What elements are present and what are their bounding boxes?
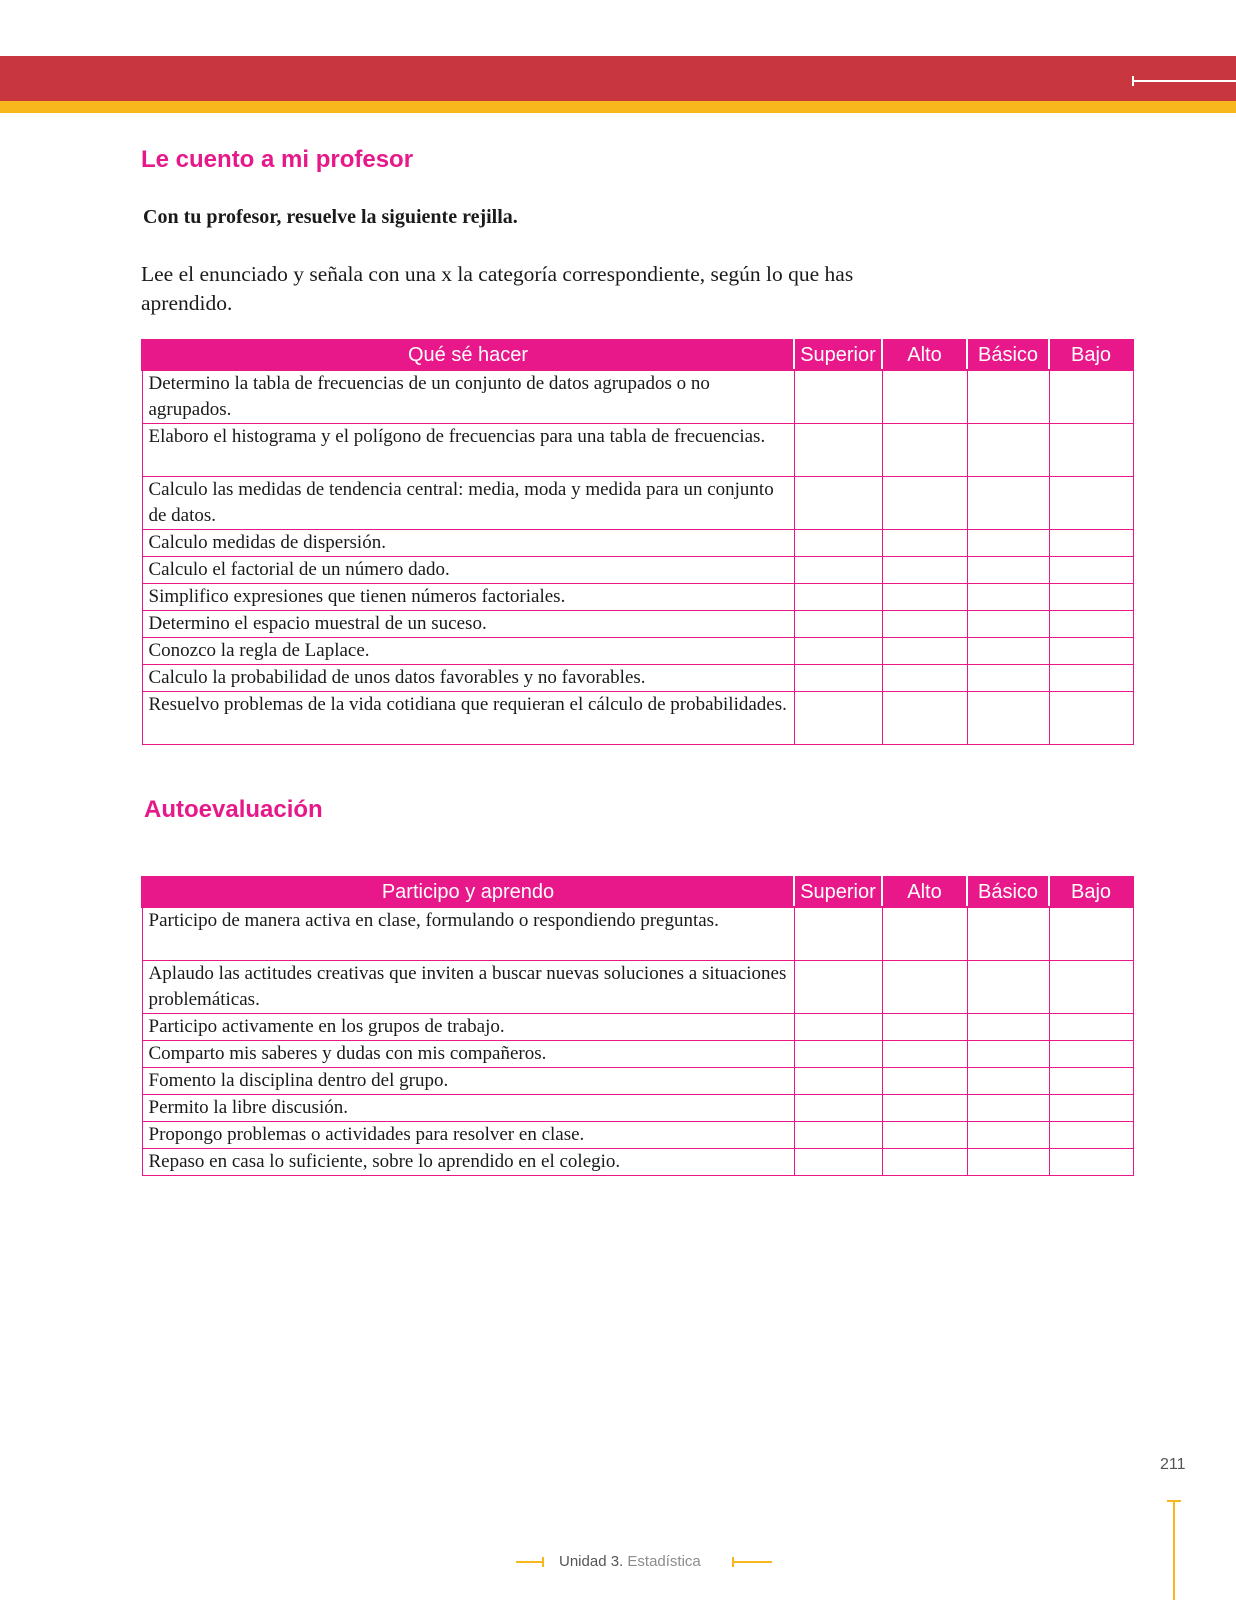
table-row — [142, 530, 1133, 557]
criterion-text: Comparto mis saberes y dudas con mis compañeros. — [142, 1041, 794, 1068]
mark-bajo[interactable] — [1049, 1041, 1133, 1068]
criterion-text: Determino el espacio muestral de un suceso. — [142, 611, 794, 638]
criterion-text: Elaboro el histograma y el polígono de frecuencias para una tabla de frecuencias. — [142, 424, 794, 477]
table-row — [142, 370, 1133, 424]
criterion-text: Calculo medidas de dispersión. — [142, 530, 794, 557]
mark-superior[interactable] — [794, 1014, 882, 1041]
mark-alto[interactable] — [882, 477, 967, 530]
footer-rule-left — [516, 1561, 542, 1563]
mark-superior[interactable] — [794, 370, 882, 424]
mark-alto[interactable] — [882, 557, 967, 584]
mark-alto[interactable] — [882, 1095, 967, 1122]
header-superior: Superior — [794, 340, 882, 370]
mark-bajo[interactable] — [1049, 557, 1133, 584]
table-row — [142, 665, 1133, 692]
header-band — [0, 56, 1236, 101]
criterion-text: Conozco la regla de Laplace. — [142, 638, 794, 665]
footer-unit: Unidad 3. — [559, 1553, 624, 1570]
section-title-profesor: Le cuento a mi profesor — [141, 146, 414, 173]
instruction-text: Con tu profesor, resuelve la siguiente rejilla. — [143, 206, 518, 228]
mark-bajo[interactable] — [1049, 1014, 1133, 1041]
mark-basico[interactable] — [967, 424, 1049, 477]
mark-superior[interactable] — [794, 557, 882, 584]
mark-alto[interactable] — [882, 961, 967, 1014]
mark-alto[interactable] — [882, 692, 967, 745]
mark-alto[interactable] — [882, 530, 967, 557]
mark-basico[interactable] — [967, 611, 1049, 638]
table-row — [142, 424, 1133, 477]
mark-superior[interactable] — [794, 665, 882, 692]
mark-bajo[interactable] — [1049, 477, 1133, 530]
mark-superior[interactable] — [794, 1095, 882, 1122]
criterion-text: Propongo problemas o actividades para resolver en clase. — [142, 1122, 794, 1149]
mark-basico[interactable] — [967, 1014, 1049, 1041]
mark-alto[interactable] — [882, 907, 967, 961]
footer — [516, 1552, 776, 1572]
mark-superior[interactable] — [794, 1068, 882, 1095]
mark-basico[interactable] — [967, 1122, 1049, 1149]
mark-superior[interactable] — [794, 1122, 882, 1149]
table-header-row — [142, 340, 1133, 370]
table-row — [142, 1149, 1133, 1176]
footer-text — [559, 1553, 701, 1570]
table-row — [142, 907, 1133, 961]
mark-superior[interactable] — [794, 961, 882, 1014]
mark-basico[interactable] — [967, 1068, 1049, 1095]
mark-basico[interactable] — [967, 370, 1049, 424]
criterion-text: Calculo las medidas de tendencia central: media, moda y medida para un conjunto de datos. — [142, 477, 794, 530]
criterion-text: Calculo la probabilidad de unos datos favorables y no favorables. — [142, 665, 794, 692]
mark-bajo[interactable] — [1049, 611, 1133, 638]
mark-superior[interactable] — [794, 1041, 882, 1068]
mark-superior[interactable] — [794, 907, 882, 961]
table-row — [142, 1068, 1133, 1095]
table-row — [142, 1041, 1133, 1068]
mark-bajo[interactable] — [1049, 424, 1133, 477]
header-alto: Alto — [882, 877, 967, 907]
criterion-text: Simplifico expresiones que tienen números factoriales. — [142, 584, 794, 611]
mark-superior[interactable] — [794, 638, 882, 665]
mark-bajo[interactable] — [1049, 1068, 1133, 1095]
mark-alto[interactable] — [882, 665, 967, 692]
table-row — [142, 1095, 1133, 1122]
mark-bajo[interactable] — [1049, 530, 1133, 557]
mark-alto[interactable] — [882, 584, 967, 611]
header-stripe — [0, 101, 1236, 113]
mark-alto[interactable] — [882, 1068, 967, 1095]
rubric-table-participo-y-aprendo — [141, 876, 1134, 1176]
header-alto: Alto — [882, 340, 967, 370]
footer-topic: Estadística — [627, 1553, 701, 1570]
table-row — [142, 477, 1133, 530]
mark-bajo[interactable] — [1049, 370, 1133, 424]
mark-basico[interactable] — [967, 530, 1049, 557]
mark-bajo[interactable] — [1049, 584, 1133, 611]
mark-bajo[interactable] — [1049, 665, 1133, 692]
table-row — [142, 557, 1133, 584]
mark-alto[interactable] — [882, 611, 967, 638]
table-row — [142, 611, 1133, 638]
mark-superior[interactable] — [794, 477, 882, 530]
table-row — [142, 1122, 1133, 1149]
mark-alto[interactable] — [882, 638, 967, 665]
criterion-text: Resuelvo problemas de la vida cotidiana que requieran el cálculo de probabilidades. — [142, 692, 794, 745]
mark-basico[interactable] — [967, 584, 1049, 611]
mark-alto[interactable] — [882, 424, 967, 477]
mark-alto[interactable] — [882, 370, 967, 424]
criterion-text: Determino la tabla de frecuencias de un conjunto de datos agrupados o no agrupados. — [142, 370, 794, 424]
footer-rule-left-tick — [542, 1557, 544, 1567]
mark-superior[interactable] — [794, 692, 882, 745]
mark-alto[interactable] — [882, 1149, 967, 1176]
mark-superior[interactable] — [794, 584, 882, 611]
mark-alto[interactable] — [882, 1041, 967, 1068]
mark-basico[interactable] — [967, 477, 1049, 530]
mark-bajo[interactable] — [1049, 907, 1133, 961]
header-bajo: Bajo — [1049, 877, 1133, 907]
mark-bajo[interactable] — [1049, 961, 1133, 1014]
mark-bajo[interactable] — [1049, 692, 1133, 745]
criterion-text: Participo de manera activa en clase, formulando o respondiendo preguntas. — [142, 907, 794, 961]
header-basico: Básico — [967, 340, 1049, 370]
table-row — [142, 692, 1133, 745]
mark-alto[interactable] — [882, 1122, 967, 1149]
mark-basico[interactable] — [967, 665, 1049, 692]
mark-basico[interactable] — [967, 1041, 1049, 1068]
header-que-se-hacer: Qué sé hacer — [142, 340, 794, 370]
criterion-text: Participo activamente en los grupos de trabajo. — [142, 1014, 794, 1041]
criterion-text: Repaso en casa lo suficiente, sobre lo aprendido en el colegio. — [142, 1149, 794, 1176]
mark-superior[interactable] — [794, 424, 882, 477]
mark-bajo[interactable] — [1049, 1122, 1133, 1149]
mark-superior[interactable] — [794, 1149, 882, 1176]
mark-basico[interactable] — [967, 638, 1049, 665]
intro-paragraph: Lee el enunciado y señala con una x la categoría correspondiente, según lo que has aprendido. — [141, 262, 854, 315]
mark-basico[interactable] — [967, 1149, 1049, 1176]
mark-superior[interactable] — [794, 611, 882, 638]
header-participo-y-aprendo: Participo y aprendo — [142, 877, 794, 907]
mark-alto[interactable] — [882, 1014, 967, 1041]
table-row — [142, 638, 1133, 665]
mark-superior[interactable] — [794, 530, 882, 557]
criterion-text: Permito la libre discusión. — [142, 1095, 794, 1122]
criterion-text: Fomento la disciplina dentro del grupo. — [142, 1068, 794, 1095]
rubric-table-que-se-hacer — [141, 339, 1134, 745]
table-header-row — [142, 877, 1133, 907]
header-basico: Básico — [967, 877, 1049, 907]
mark-basico[interactable] — [967, 1095, 1049, 1122]
mark-basico[interactable] — [967, 961, 1049, 1014]
header-rule — [1132, 80, 1236, 82]
mark-basico[interactable] — [967, 692, 1049, 745]
header-superior: Superior — [794, 877, 882, 907]
mark-basico[interactable] — [967, 907, 1049, 961]
table-row — [142, 961, 1133, 1014]
criterion-text: Calculo el factorial de un número dado. — [142, 557, 794, 584]
footer-rule-right — [732, 1561, 772, 1563]
mark-basico[interactable] — [967, 557, 1049, 584]
margin-rule — [1173, 1500, 1175, 1600]
mark-bajo[interactable] — [1049, 1095, 1133, 1122]
page-number: 211 — [1160, 1456, 1186, 1473]
criterion-text: Aplaudo las actitudes creativas que inviten a buscar nuevas soluciones a situaciones problemáticas. — [142, 961, 794, 1014]
table-row — [142, 1014, 1133, 1041]
header-bajo: Bajo — [1049, 340, 1133, 370]
section-title-autoevaluacion: Autoevaluación — [144, 796, 323, 823]
mark-bajo[interactable] — [1049, 638, 1133, 665]
mark-bajo[interactable] — [1049, 1149, 1133, 1176]
table-row — [142, 584, 1133, 611]
